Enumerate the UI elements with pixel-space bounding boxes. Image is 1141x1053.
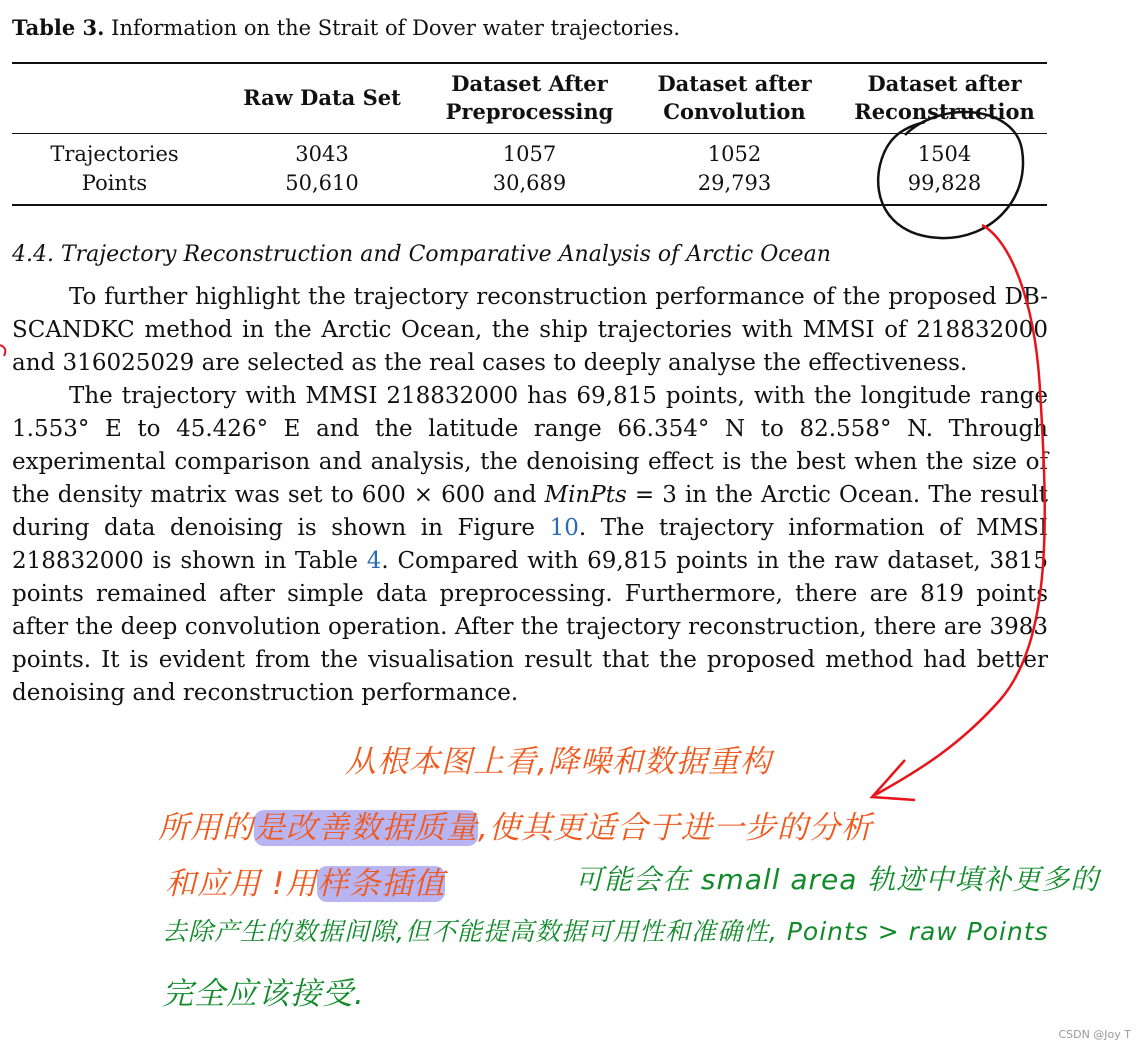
table-cell: 29,793 bbox=[697, 171, 772, 195]
table-cell: 50,610 bbox=[285, 171, 359, 195]
header-after-reconstruction: Dataset after Reconstruction bbox=[854, 71, 1035, 124]
annotation-orange-line-1: 从根本图上看,降噪和数据重构 bbox=[345, 744, 772, 780]
highlighted-annotation: 样条插值 bbox=[317, 866, 446, 902]
red-arrowhead bbox=[872, 760, 915, 800]
table-top-rule bbox=[12, 62, 1047, 64]
table-mid-rule bbox=[12, 133, 1047, 134]
annotation-green-line-5: 完全应该接受. bbox=[162, 976, 365, 1012]
table-cell: 30,689 bbox=[492, 171, 567, 195]
table-4-link[interactable]: 4 bbox=[366, 548, 382, 574]
header-after-preprocessing: Dataset After Preprocessing bbox=[445, 71, 614, 124]
row-label-trajectories: Trajectories bbox=[50, 142, 179, 166]
para2-text-b: = 3 in the Arctic Ocean. The result during data denoising is shown in Figure bbox=[12, 482, 1048, 541]
paragraph-2 bbox=[12, 380, 1048, 710]
para2-text-a: The trajectory with MMSI 218832000 has 69,815 points, with the longitude range 1.553° E to 45.426° E and the latitude range 66.354° N to 82.558° N. Through experimental comparison and analysis, the denoising effect is the best when the size of the density matrix was set to 600 × 600 and bbox=[12, 383, 1048, 508]
section-heading: 4.4. Trajectory Reconstruction and Comparative Analysis of Arctic Ocean bbox=[12, 242, 831, 267]
table-cell: 1052 bbox=[707, 142, 762, 166]
highlighted-annotation: 是改善数据质量 bbox=[254, 810, 478, 846]
table-cell: 99,828 bbox=[907, 171, 982, 195]
header-raw-data-set: Raw Data Set bbox=[243, 85, 401, 110]
header-after-convolution: Dataset after Convolution bbox=[657, 71, 812, 124]
annotation-orange-line-3 bbox=[165, 858, 445, 903]
annotation-text: !用 bbox=[271, 866, 318, 902]
minpts-term: MinPts bbox=[544, 482, 627, 508]
annotation-text: ,使其更适合于进一步的分析 bbox=[478, 810, 873, 846]
annotation-orange-line-2 bbox=[158, 802, 873, 847]
table-label: Table 3. bbox=[12, 15, 105, 40]
annotation-text: 和应用 bbox=[165, 866, 261, 902]
watermark: CSDN @Joy T bbox=[1058, 1028, 1131, 1041]
table-bottom-rule bbox=[12, 204, 1047, 206]
figure-10-link[interactable]: 10 bbox=[549, 515, 579, 541]
caption-text: Information on the Strait of Dover water trajectories. bbox=[104, 16, 681, 40]
red-margin-mark bbox=[0, 345, 5, 356]
para2-text-c: . The trajectory information of MMSI 218832000 is shown in Table bbox=[12, 515, 1048, 574]
table-caption bbox=[12, 14, 680, 42]
paragraph-1: To further highlight the trajectory reconstruction performance of the proposed DB-SCANDKC method in the Arctic Ocean, the ship trajectories with MMSI of 218832000 and 316025029 are selected as the real cases to deeply analyse the effectiveness. bbox=[12, 284, 1048, 376]
annotation-green-line-3: 可能会在 small area 轨迹中填补更多的 bbox=[575, 863, 1100, 896]
annotation-text: 所用的 bbox=[158, 810, 254, 846]
row-label-points: Points bbox=[81, 171, 148, 195]
para2-text-d: . Compared with 69,815 points in the raw dataset, 3815 points remained after simple data preprocessing. Furthermore, there are 819 points after the deep convolution operation. After the trajectory reconstruction, there are 3983 points. It is evident from the visualisation result that the proposed method had better denoising and reconstruction performance. bbox=[12, 548, 1048, 706]
table-cell: 1057 bbox=[502, 142, 557, 166]
table-cell: 1504 bbox=[917, 142, 972, 166]
table-cell: 3043 bbox=[295, 142, 349, 166]
annotation-green-line-4: 去除产生的数据间隙,但不能提高数据可用性和准确性, Points > raw Points bbox=[162, 917, 1049, 946]
